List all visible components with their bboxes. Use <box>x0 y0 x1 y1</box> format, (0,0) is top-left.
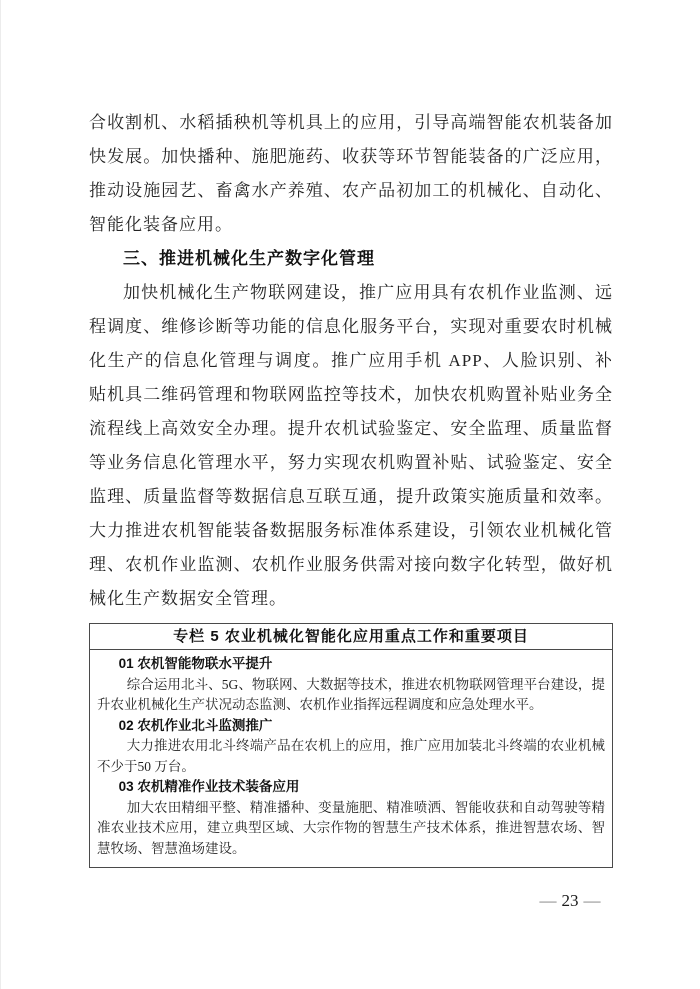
box-item-2-heading: 02 农机作业北斗监测推广 <box>118 717 273 733</box>
box-item-3-heading: 03 农机精准作业技术装备应用 <box>118 779 300 794</box>
page-number-footer <box>525 890 615 912</box>
box-item-1-body: 综合运用北斗、5G、物联网、大数据等技术，推进农机物联网管理平台建设，提升农业机械化生产状况动态监测、农机作业指挥远程调度和应急处理水平。 <box>97 676 605 712</box>
box-item-2-body: 大力推进农用北斗终端产品在农机上的应用，推广应用加装北斗终端的农业机械不少于50 万台。 <box>97 738 605 774</box>
section-heading: 三、推进机械化生产数字化管理 <box>123 249 375 268</box>
column-5-box <box>89 623 613 868</box>
column-box-title: 专栏 5 农业机械化智能化应用重点工作和重要项目 <box>90 624 612 650</box>
box-item-1-heading: 01 农机智能物联水平提升 <box>118 656 273 671</box>
footer-dash-right: — <box>583 891 601 910</box>
page-content <box>89 106 613 868</box>
paragraph-continuation: 合收割机、水稻插秧机等机具上的应用，引导高端智能农机装备加快发展。加快播种、施肥施药、收获等环节智能装备的广泛应用，推动设施园艺、畜禽水产养殖、农产品初加工的机械化、自动化、智能化装备应用。 <box>89 113 613 234</box>
column-box-body <box>90 650 612 867</box>
paragraph-main: 加快机械化生产物联网建设，推广应用具有农机作业监测、远程调度、维修诊断等功能的信息化服务平台，实现对重要农时机械化生产的信息化管理与调度。推广应用手机 APP、人脸识别、补贴机具二维码管理和物联网监控等技术，加快农机购置补贴业务全流程线上高效安全办理。提升农机试验鉴定、安全监理、质量监督等业务信息化管理水平，努力实现农机购置补贴、试验鉴定、安全监理、质量监督等数据信息互联互通，提升政策实施质量和效率。大力推进农机智能装备数据服务标准体系建设，引领农业机械化管理、农机作业监测、农机作业服务供需对接向数字化转型，做好机械化生产数据安全管理。 <box>89 283 613 608</box>
page-number: 23 <box>561 891 579 910</box>
footer-dash-left: — <box>539 891 557 910</box>
box-item-3-body: 加大农田精细平整、精准播种、变量施肥、精准喷洒、智能收获和自动驾驶等精准农业技术应用，建立典型区域、大宗作物的智慧生产技术体系，推进智慧农场、智慧牧场、智慧渔场建设。 <box>97 799 605 856</box>
